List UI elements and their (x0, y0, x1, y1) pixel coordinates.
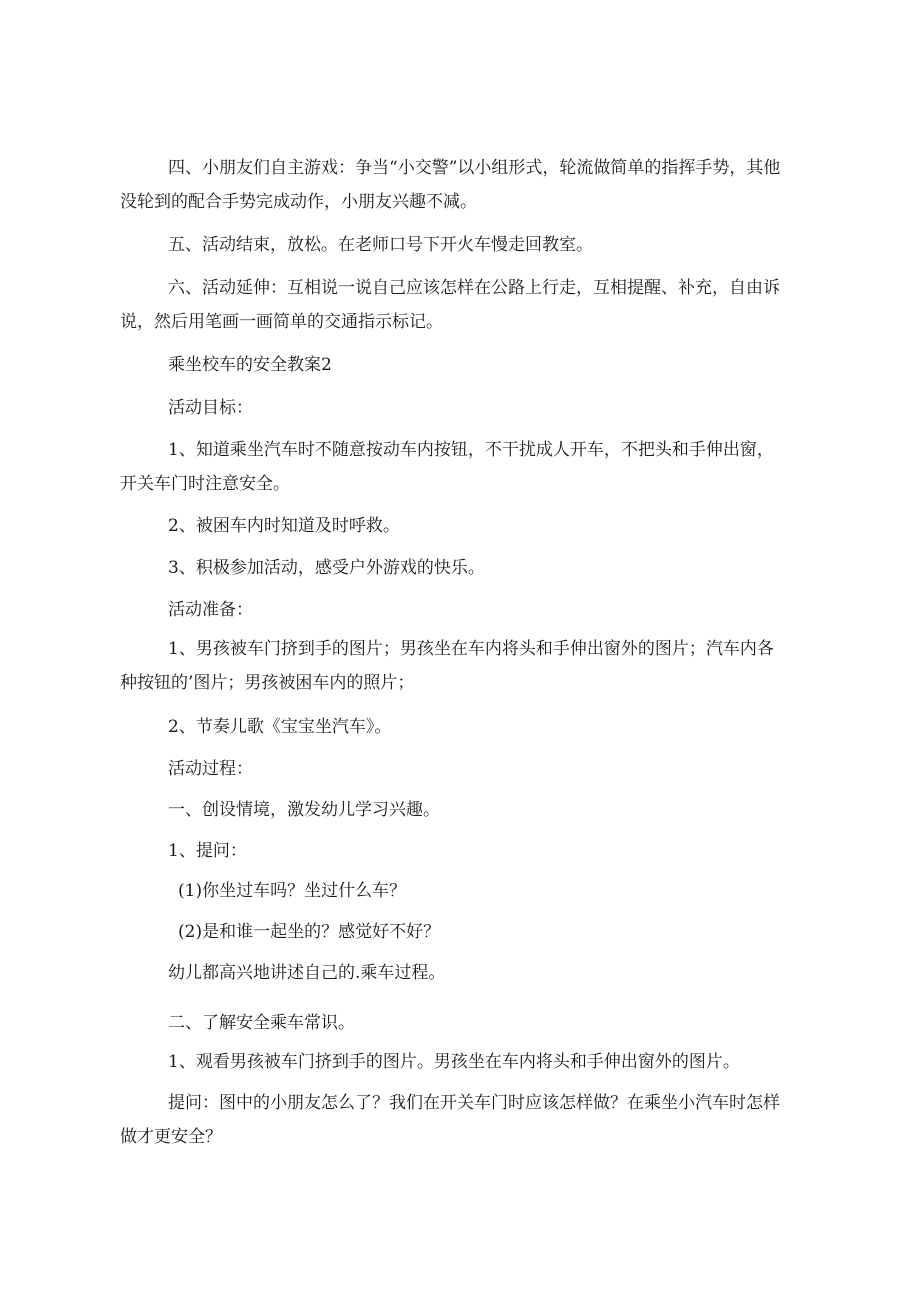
observe-pictures: 1、观看男孩被车门挤到手的图片。男孩坐在车内将头和手伸出窗外的图片。 (168, 1052, 740, 1072)
question-1: (1)你坐过车吗？坐过什么车？ (178, 881, 407, 901)
paragraph-extension: 六、活动延伸：互相说一说自己应该怎样在公路上行走，互相提醒、补充，自由诉说，然后用笔画一画简单的交通指示标记。 (120, 278, 780, 332)
paragraph-activity-end: 五、活动结束，放松。在老师口号下开火车慢走回教室。 (168, 235, 593, 255)
process-step-2: 二、了解安全乘车常识。 (168, 1013, 355, 1033)
paragraph-game: 四、小朋友们自主游戏：争当“小交警”以小组形式，轮流做简单的指挥手势，其他没轮到的配合手势完成动作，小朋友兴趣不减。 (120, 158, 781, 212)
heading-preparation: 活动准备： (168, 600, 253, 620)
process-step-1: 一、创设情境，激发幼儿学习兴趣。 (168, 800, 440, 820)
question-label: 1、提问： (168, 841, 247, 861)
preparation-item-2: 2、节奏儿歌《宝宝坐汽车》。 (168, 717, 392, 737)
preparation-item-1: 1、男孩被车门挤到手的图片；男孩坐在车内将头和手伸出窗外的图片；汽车内各种按钮的’图片；男孩被困车内的照片； (120, 639, 774, 693)
heading-process: 活动过程： (168, 759, 253, 779)
goal-item-3: 3、积极参加活动，感受户外游戏的快乐。 (168, 558, 485, 578)
heading-goals: 活动目标： (168, 398, 253, 418)
section-title: 乘坐校车的安全教案2 (168, 355, 332, 375)
goal-item-1: 1、知道乘坐汽车时不随意按动车内按钮，不干扰成人开车，不把头和手伸出窗，开关车门时注意安全。 (120, 440, 774, 494)
goal-item-2: 2、被困车内时知道及时呼救。 (168, 516, 400, 536)
children-narration: 幼儿都高兴地讲述自己的.乘车过程。 (168, 963, 446, 983)
question-2: (2)是和谁一起坐的？感觉好不好？ (178, 922, 441, 942)
question-pictures: 提问：图中的小朋友怎么了？我们在开关车门时应该怎样做？在乘坐小汽车时怎样做才更安全？ (120, 1093, 780, 1147)
